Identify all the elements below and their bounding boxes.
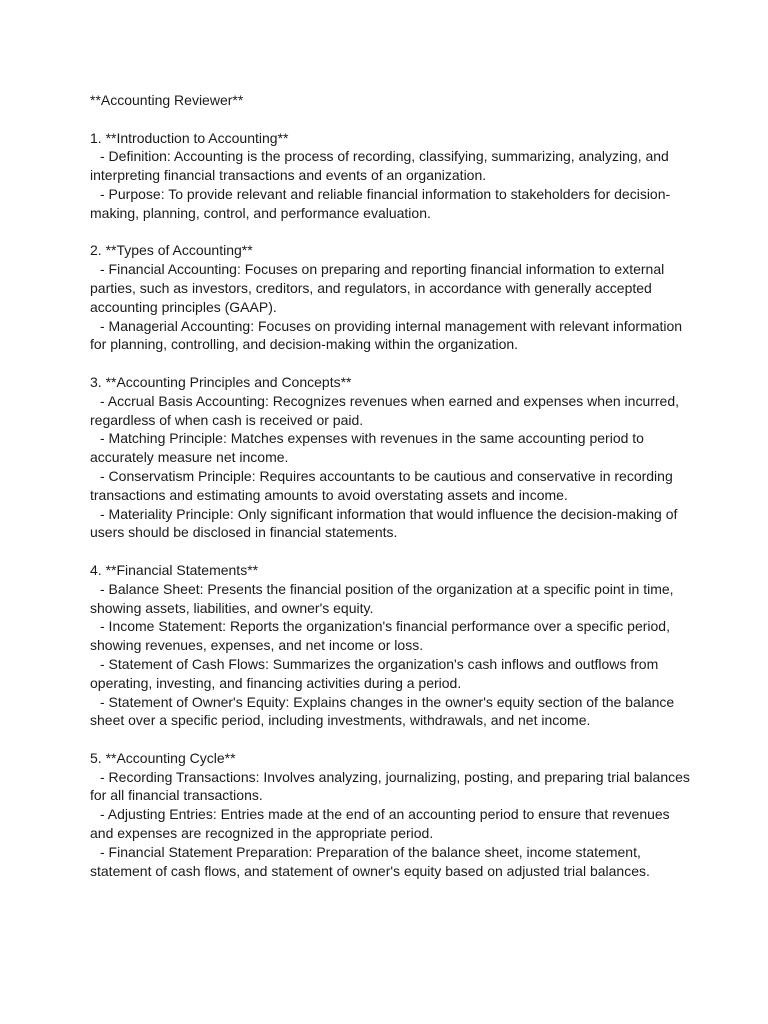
document-page	[90, 91, 690, 880]
section-item: - Income Statement: Reports the organization's financial performance over a specific period, showing revenues, expenses, and net income or loss.	[90, 618, 670, 654]
section-item: - Matching Principle: Matches expenses with revenues in the same accounting period to accurately measure net income.	[90, 430, 644, 466]
section-principles	[90, 373, 690, 542]
section-heading: 1. **Introduction to Accounting**	[90, 129, 289, 146]
section-item: - Materiality Principle: Only significant information that would influence the decision-making of users should be disclosed in financial statements.	[90, 505, 678, 541]
section-item: - Recording Transactions: Involves analyzing, journalizing, posting, and preparing trial balances for all financial transactions.	[90, 768, 690, 804]
section-item: - Financial Accounting: Focuses on preparing and reporting financial information to external parties, such as investors, creditors, and regulators, in accordance with generally accepted accounting principles (GAAP).	[90, 261, 665, 315]
section-heading: 3. **Accounting Principles and Concepts**	[90, 373, 352, 390]
section-accounting-cycle	[90, 749, 690, 881]
section-heading: 2. **Types of Accounting**	[90, 242, 253, 259]
section-introduction	[90, 129, 690, 223]
section-heading: 5. **Accounting Cycle**	[90, 749, 236, 766]
section-item: - Managerial Accounting: Focuses on providing internal management with relevant information for planning, controlling, and decision-making within the organization.	[90, 317, 683, 353]
section-financial-statements	[90, 561, 690, 730]
section-heading: 4. **Financial Statements**	[90, 561, 259, 578]
section-item: - Statement of Owner's Equity: Explains changes in the owner's equity section of the balance sheet over a specific period, including investments, withdrawals, and net income.	[90, 693, 675, 729]
section-types	[90, 241, 690, 354]
section-item: - Balance Sheet: Presents the financial position of the organization at a specific point in time, showing assets, liabilities, and owner's equity.	[90, 580, 674, 616]
section-item: - Conservatism Principle: Requires accountants to be cautious and conservative in recording transactions and estimating amounts to avoid overstating assets and income.	[90, 467, 673, 503]
section-item: - Accrual Basis Accounting: Recognizes revenues when earned and expenses when incurred, regardless of when cash is received or paid.	[90, 392, 680, 428]
section-item: - Financial Statement Preparation: Preparation of the balance sheet, income statement, statement of cash flows, and statement of owner's equity based on adjusted trial balances.	[90, 843, 650, 879]
document-title: **Accounting Reviewer**	[90, 92, 244, 108]
section-item: - Purpose: To provide relevant and reliable financial information to stakeholders for decision-making, planning, control, and performance evaluation.	[90, 185, 671, 221]
section-item: - Adjusting Entries: Entries made at the end of an accounting period to ensure that revenues and expenses are recognized in the appropriate period.	[90, 806, 670, 842]
section-item: - Definition: Accounting is the process of recording, classifying, summarizing, analyzing, and interpreting financial transactions and events of an organization.	[90, 148, 669, 184]
section-item: - Statement of Cash Flows: Summarizes the organization's cash inflows and outflows from operating, investing, and financing activities during a period.	[90, 655, 659, 691]
